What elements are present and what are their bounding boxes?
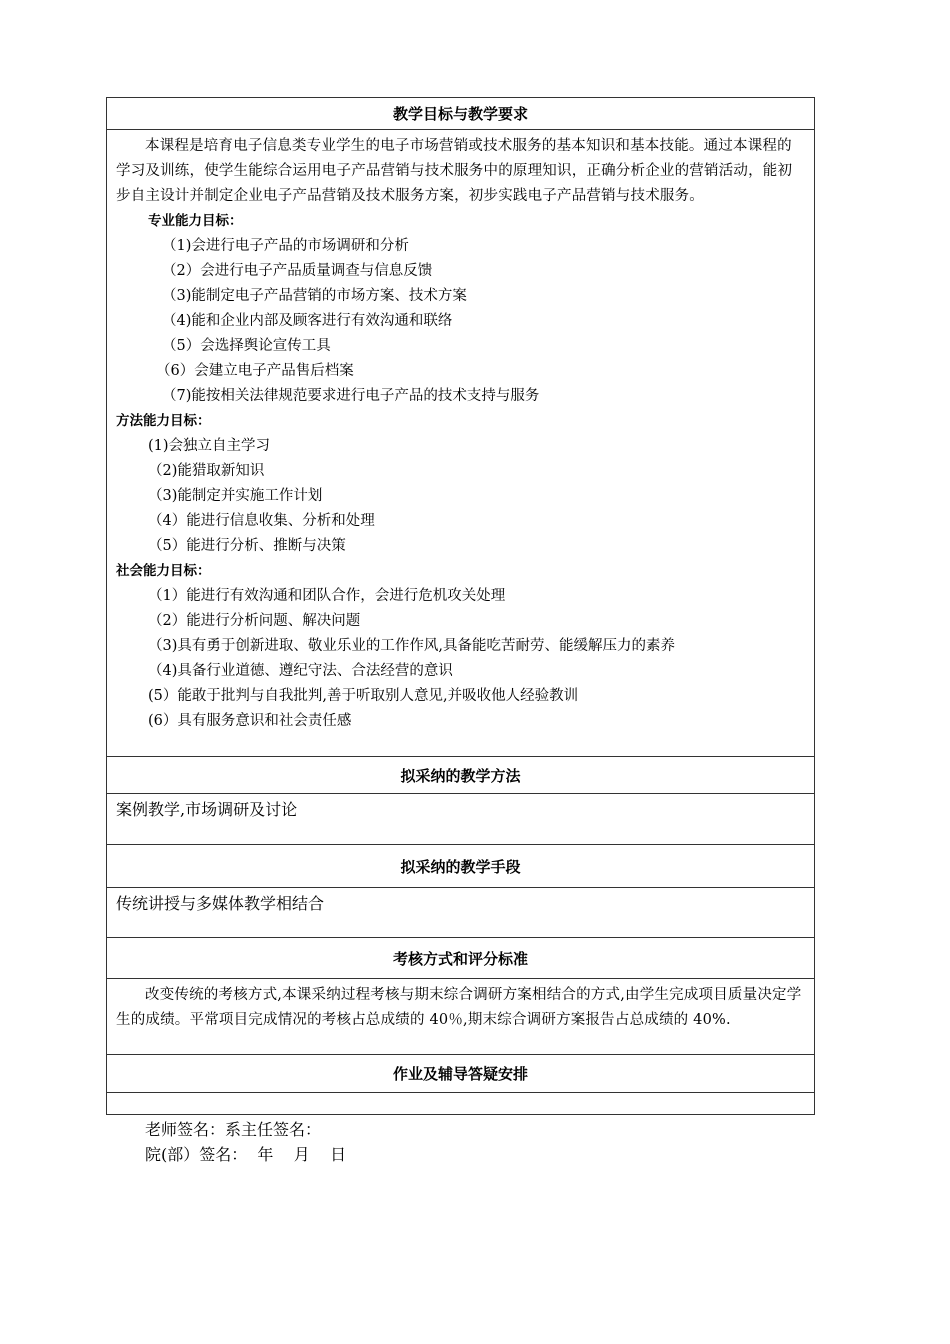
methods-header <box>107 756 814 793</box>
methods-content <box>107 793 814 844</box>
homework-title: 作业及辅导答疑安排 <box>392 1065 528 1083</box>
method-item: (1)会独立自主学习 <box>148 438 271 454</box>
methods-text: 案例教学,市场调研及讨论 <box>116 800 298 819</box>
professional-item: （5）会选择舆论宣传工具 <box>162 338 331 354</box>
syllabus-table <box>106 97 815 1115</box>
professional-item: （7)能按相关法律规范要求进行电子产品的技术支持与服务 <box>162 388 540 404</box>
means-content <box>107 887 814 937</box>
assessment-text: 改变传统的考核方式,本课采纳过程考核与期末综合调研方案相结合的方式,由学生完成项目质量决定学生的成绩。平常项目完成情况的考核占总成绩的 40％,期末综合调研方案报告占总成绩的 40%. <box>116 987 802 1028</box>
method-item: （3)能制定并实施工作计划 <box>148 488 323 504</box>
assessment-header <box>107 937 814 978</box>
social-item: （4)具备行业道德、遵纪守法、合法经营的意识 <box>148 663 453 679</box>
goals-intro: 本课程是培育电子信息类专业学生的电子市场营销或技术服务的基本知识和基本技能。通过本课程的学习及训练，使学生能综合运用电子产品营销与技术服务中的原理知识，正确分析企业的营销活动，能初步自主设计并制定企业电子产品营销及技术服务方案，初步实践电子产品营销与技术服务。 <box>116 138 793 204</box>
method-title: 方法能力目标： <box>116 413 211 429</box>
social-item: (6）具有服务意识和社会责任感 <box>148 713 352 729</box>
signature-line-dept: 院(部）签名： 年 月 日 <box>145 1145 347 1164</box>
assessment-content <box>107 978 814 1054</box>
method-item: （2)能猎取新知识 <box>148 463 265 479</box>
goals-header <box>107 98 814 129</box>
professional-item: （3)能制定电子产品营销的市场方案、技术方案 <box>162 288 467 304</box>
methods-title: 拟采纳的教学方法 <box>400 766 521 785</box>
means-header <box>107 844 814 887</box>
means-text: 传统讲授与多媒体教学相结合 <box>116 894 325 913</box>
professional-item: （4)能和企业内部及顾客进行有效沟通和联络 <box>162 313 453 329</box>
professional-item: （1)会进行电子产品的市场调研和分析 <box>162 238 409 254</box>
homework-header <box>107 1054 814 1092</box>
social-item: （3)具有勇于创新进取、敬业乐业的工作作风,具备能吃苦耐劳、能缓解压力的素养 <box>148 638 675 654</box>
signature-line-teacher: 老师签名：系主任签名： <box>145 1120 322 1139</box>
assessment-title: 考核方式和评分标准 <box>392 949 528 968</box>
goals-title: 教学目标与教学要求 <box>392 105 528 123</box>
method-item: （4）能进行信息收集、分析和处理 <box>148 513 375 529</box>
goals-content <box>107 129 814 756</box>
social-item: （1）能进行有效沟通和团队合作，会进行危机攻关处理 <box>148 588 506 604</box>
method-item: （5）能进行分析、推断与决策 <box>148 538 346 554</box>
professional-item: （2）会进行电子产品质量调查与信息反馈 <box>162 263 433 279</box>
social-title: 社会能力目标： <box>116 563 211 579</box>
homework-content <box>107 1092 814 1114</box>
professional-item: （6）会建立电子产品售后档案 <box>156 363 354 379</box>
professional-title: 专业能力目标： <box>148 213 243 229</box>
social-item: （2）能进行分析问题、解决问题 <box>148 613 361 629</box>
social-item: (5）能敢于批判与自我批判,善于听取别人意见,并吸收他人经验教训 <box>148 688 579 704</box>
means-title: 拟采纳的教学手段 <box>400 857 521 876</box>
